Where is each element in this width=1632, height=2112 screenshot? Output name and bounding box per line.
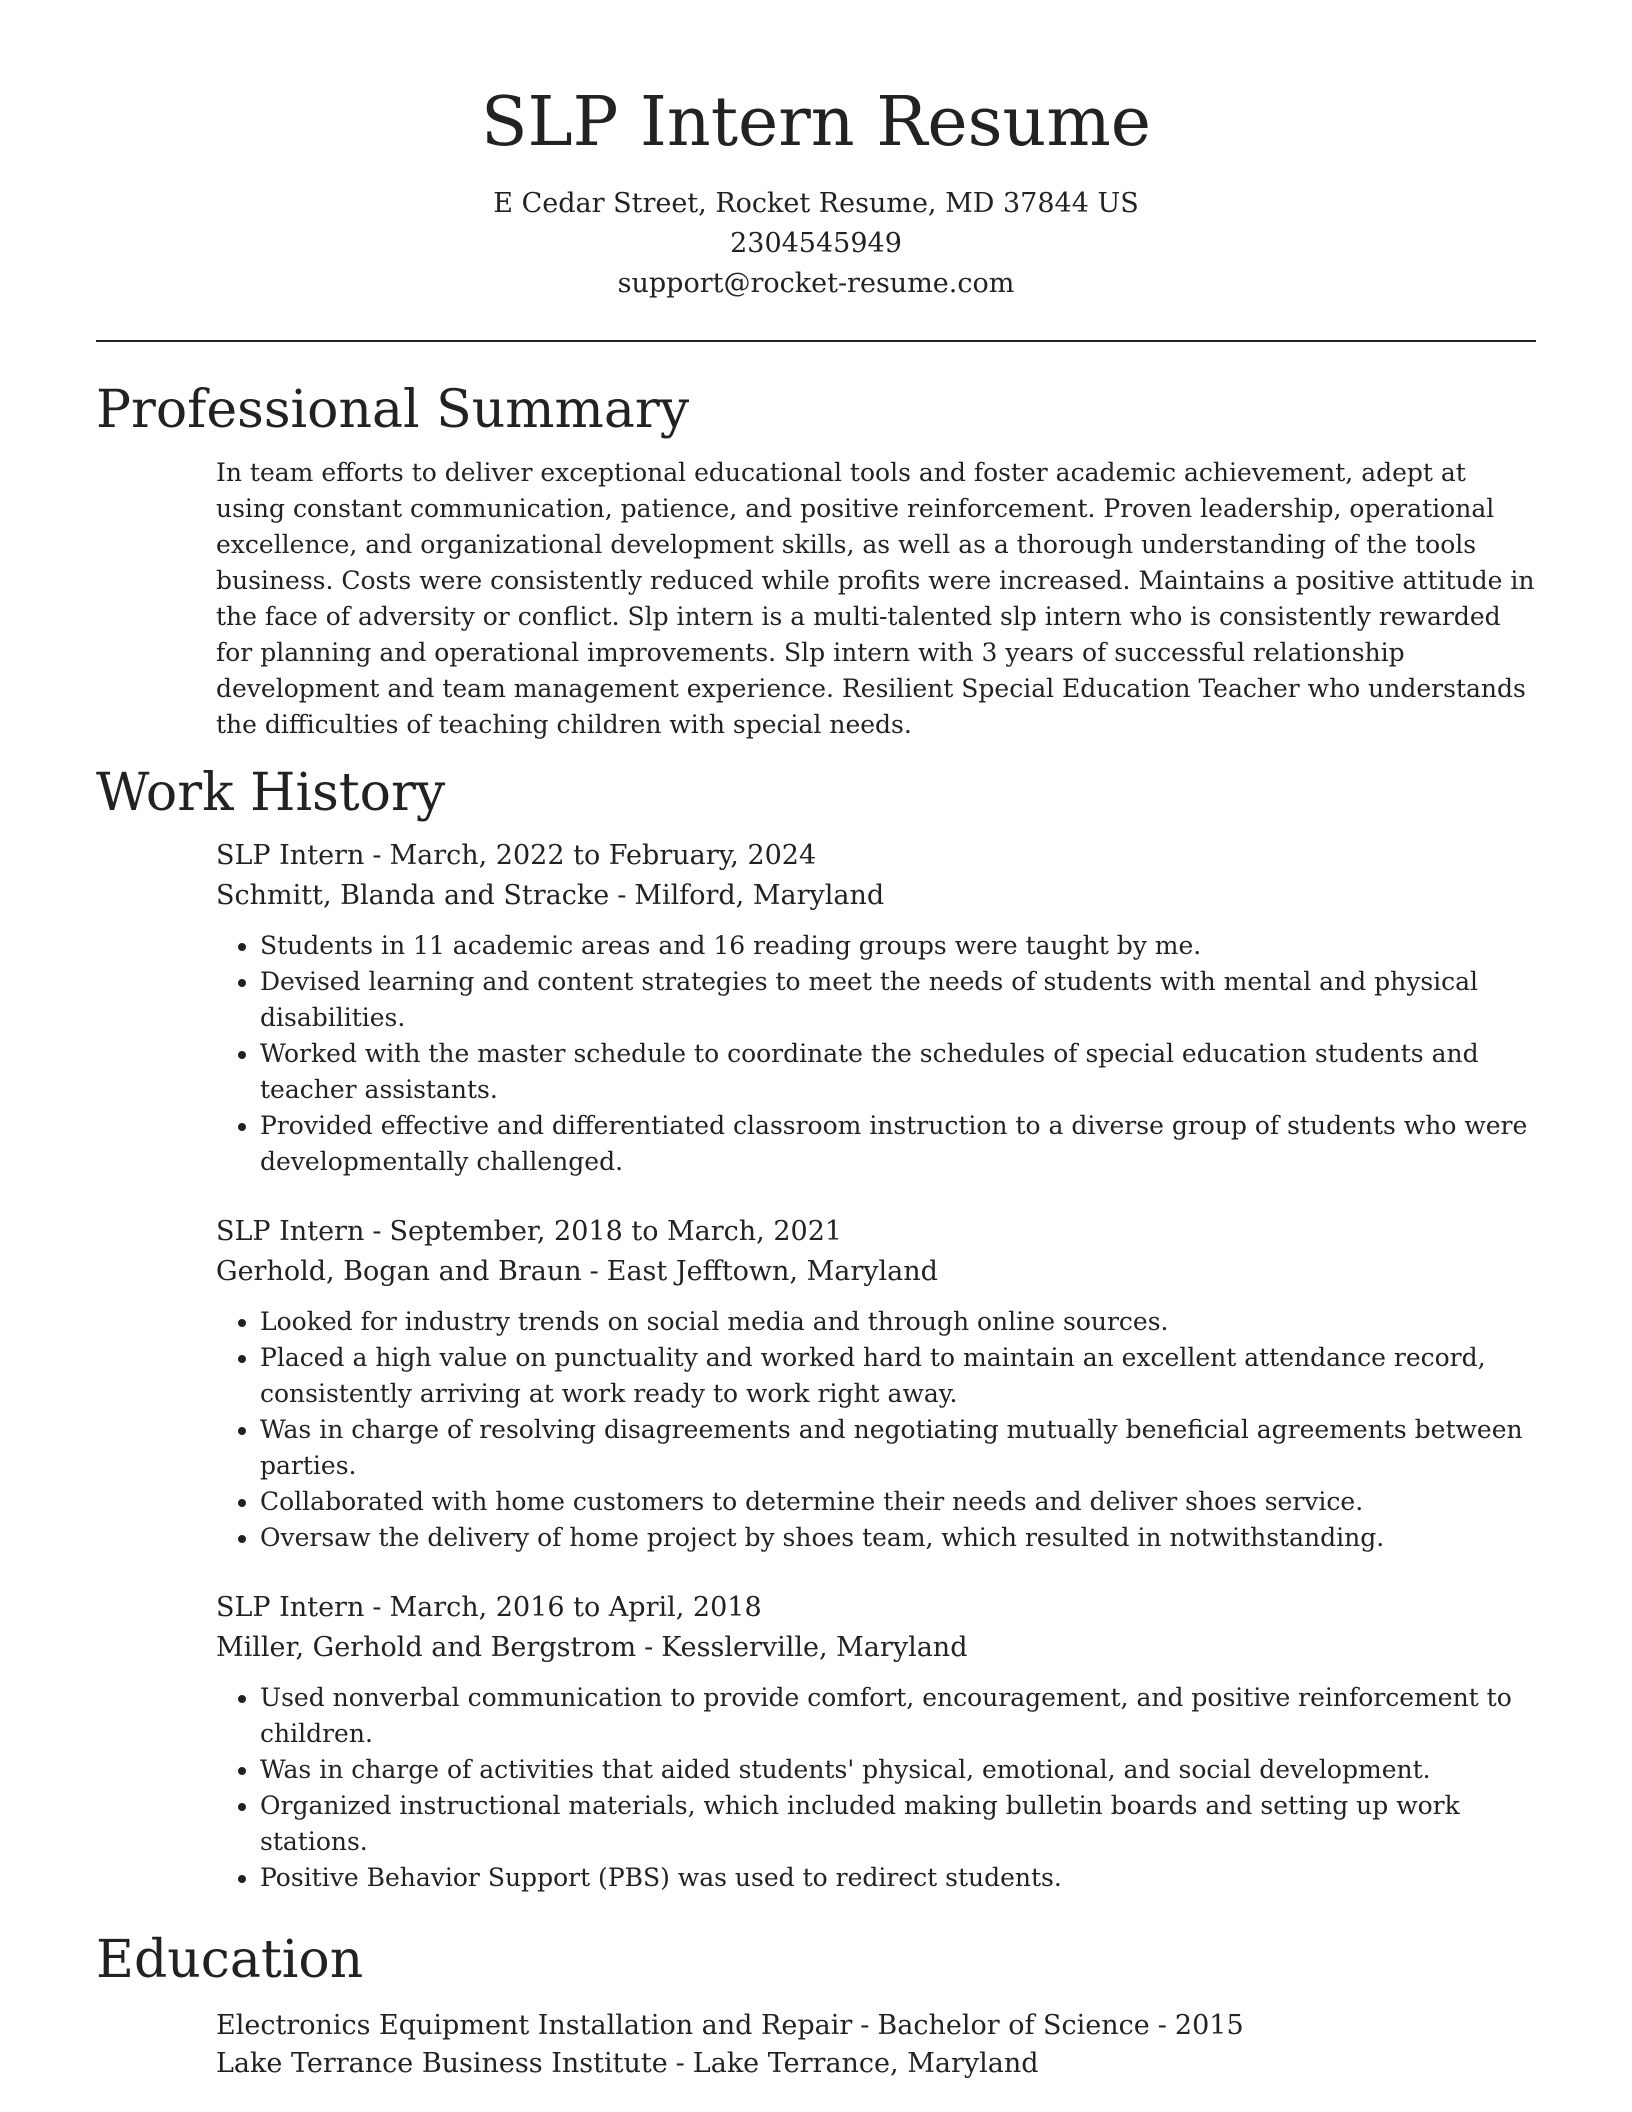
job-dates: September, 2018 to March, 2021	[389, 1216, 843, 1247]
bullet-item: • Organized instructional materials, which included making bulletin boards and setting up work stations.	[260, 1788, 1536, 1860]
employer-line	[216, 1628, 1536, 1668]
resume-content	[96, 378, 1536, 2083]
section-title-summary: Professional Summary	[96, 380, 690, 440]
job-dates: March, 2022 to February, 2024	[389, 840, 817, 871]
bullet-item: • Collaborated with home customers to determine their needs and deliver shoes service.	[260, 1484, 1536, 1520]
separator: -	[860, 2010, 870, 2041]
job-bullets	[216, 928, 1536, 1180]
work-history-section	[216, 836, 1536, 1896]
bullet-item: • Provided effective and differentiated classroom instruction to a diverse group of students who were developmentally challenged.	[260, 1108, 1536, 1180]
bullet-item: • Positive Behavior Support (PBS) was used to redirect students.	[260, 1860, 1536, 1896]
job-title-line	[216, 1212, 1536, 1252]
job-role: SLP Intern	[216, 840, 365, 871]
contact-info	[0, 184, 1632, 304]
bullet-item: • Used nonverbal communication to provide comfort, encouragement, and positive reinforcement to children.	[260, 1680, 1536, 1752]
job-title-line	[216, 836, 1536, 876]
section-title-education: Education	[96, 1930, 364, 1990]
resume-header	[0, 0, 1632, 304]
job-bullets	[216, 1680, 1536, 1896]
separator: -	[589, 1256, 599, 1287]
job-bullets	[216, 1304, 1536, 1556]
employer-line	[216, 876, 1536, 916]
education-section	[216, 2007, 1536, 2083]
separator: -	[675, 2048, 685, 2079]
job-entry	[216, 1588, 1536, 1896]
job-entry	[216, 1212, 1536, 1556]
employer-line	[216, 1252, 1536, 1292]
employer-location: Kesslerville, Maryland	[661, 1632, 968, 1663]
bullet-item: • Devised learning and content strategies to meet the needs of students with mental and physical disabilities.	[260, 964, 1536, 1036]
employer-location: East Jefftown, Maryland	[606, 1256, 938, 1287]
address: E Cedar Street, Rocket Resume, MD 37844 US	[493, 187, 1139, 219]
education-field: Electronics Equipment Installation and Repair	[216, 2010, 853, 2041]
job-title-line	[216, 1588, 1536, 1628]
separator: -	[1157, 2010, 1167, 2041]
employer-name: Gerhold, Bogan and Braun	[216, 1256, 582, 1287]
education-entry	[216, 2007, 1536, 2083]
summary-section	[216, 455, 1536, 743]
bullet-item: • Worked with the master schedule to coordinate the schedules of special education students and teacher assistants.	[260, 1036, 1536, 1108]
email: support@rocket-resume.com	[617, 267, 1015, 299]
employer-location: Milford, Maryland	[634, 880, 885, 911]
education-degree: Bachelor of Science	[877, 2010, 1150, 2041]
summary-text: In team efforts to deliver exceptional educational tools and foster academic achievement, adept at using constant communication, patience, and positive reinforcement. Proven leadership, operational excellence, and organizational development skills, as well as a thorough understanding of the tools business. Costs were consistently reduced while profits were increased. Maintains a positive attitude in the face of adversity or conflict. Slp intern is a multi-talented slp intern who is consistently rewarded for planning and operational improvements. Slp intern with 3 years of successful relationship development and team management experience. Resilient Special Education Teacher who understands the difficulties of teaching children with special needs.	[216, 458, 1535, 739]
bullet-item: • Was in charge of activities that aided students' physical, emotional, and social development.	[260, 1752, 1536, 1788]
bullet-item: • Looked for industry trends on social media and through online sources.	[260, 1304, 1536, 1340]
separator: -	[372, 840, 382, 871]
resume-title: SLP Intern Resume	[480, 83, 1152, 162]
job-role: SLP Intern	[216, 1216, 365, 1247]
header-divider	[96, 340, 1536, 342]
phone: 2304545949	[730, 227, 902, 259]
school-line	[216, 2045, 1536, 2083]
bullet-item: • Oversaw the delivery of home project by shoes team, which resulted in notwithstanding.	[260, 1520, 1536, 1556]
job-role: SLP Intern	[216, 1592, 365, 1623]
school-location: Lake Terrance, Maryland	[692, 2048, 1039, 2079]
section-title-work-history: Work History	[96, 763, 446, 823]
separator: -	[372, 1592, 382, 1623]
job-dates: March, 2016 to April, 2018	[389, 1592, 762, 1623]
education-year: 2015	[1174, 2010, 1244, 2041]
employer-name: Schmitt, Blanda and Stracke	[216, 880, 610, 911]
bullet-item: • Was in charge of resolving disagreements and negotiating mutually beneficial agreements between parties.	[260, 1412, 1536, 1484]
separator: -	[644, 1632, 654, 1663]
separator: -	[372, 1216, 382, 1247]
degree-line	[216, 2007, 1536, 2045]
job-entry	[216, 836, 1536, 1180]
bullet-item: • Placed a high value on punctuality and worked hard to maintain an excellent attendance record, consistently arriving at work ready to work right away.	[260, 1340, 1536, 1412]
bullet-item: • Students in 11 academic areas and 16 reading groups were taught by me.	[260, 928, 1536, 964]
employer-name: Miller, Gerhold and Bergstrom	[216, 1632, 637, 1663]
school-name: Lake Terrance Business Institute	[216, 2048, 668, 2079]
separator: -	[617, 880, 627, 911]
